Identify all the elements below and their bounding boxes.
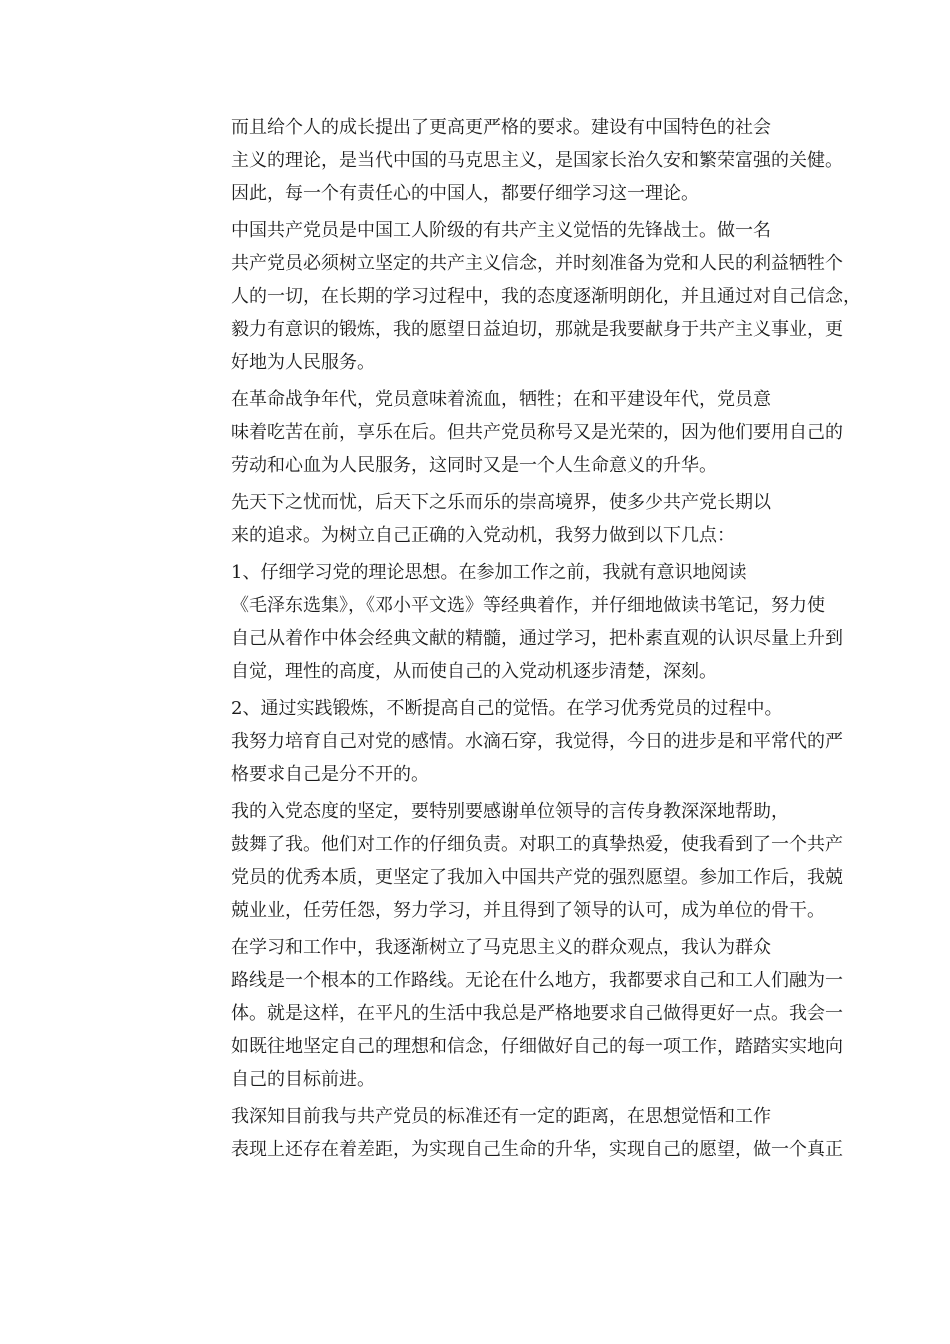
text-line: 因此，每一个有责任心的中国人，都要仔细学习这一理论。 (231, 183, 699, 204)
text-line: 在学习和工作中，我逐渐树立了马克思主义的群众观点，我认为群众 (231, 937, 771, 958)
text-line: 在革命战争年代，党员意味着流血，牺牲；在和平建设年代，党员意 (231, 389, 771, 410)
text-line: 体。就是这样，在平凡的生活中我总是严格地要求自己做得更好一点。我会一 (231, 1003, 843, 1024)
paragraph-6 (145, 692, 843, 791)
text-line: 自觉，理性的高度，从而使自己的入党动机逐步清楚，深刻。 (231, 661, 717, 682)
text-line: 路线是一个根本的工作路线。无论在什么地方，我都要求自己和工人们融为一 (231, 970, 843, 991)
paragraph-5 (145, 556, 843, 688)
text-line: 如既往地坚定自己的理想和信念，仔细做好自己的每一项工作，踏踏实实地向 (231, 1036, 843, 1057)
text-line: 党员的优秀本质，更坚定了我加入中国共产党的强烈愿望。参加工作后，我兢 (231, 867, 843, 888)
text-line: 而且给个人的成长提出了更高更严格的要求。建设有中国特色的社会 (231, 117, 771, 138)
text-line: 我的入党态度的坚定，要特别要感谢单位领导的言传身教深深地帮助， (231, 801, 789, 822)
text-line: 自己的目标前进。 (231, 1069, 375, 1090)
text-line: 劳动和心血为人民服务，这同时又是一个人生命意义的升华。 (231, 455, 717, 476)
paragraph-8 (145, 931, 843, 1096)
text-line: 格要求自己是分不开的。 (231, 764, 429, 785)
paragraph-2 (145, 214, 861, 379)
text-line: 1、仔细学习党的理论思想。在参加工作之前，我就有意识地阅读 (231, 562, 747, 583)
text-line: 自己从着作中体会经典文献的精髓，通过学习，把朴素直观的认识尽量上升到 (231, 628, 843, 649)
text-line: 我深知目前我与共产党员的标准还有一定的距离，在思想觉悟和工作 (231, 1106, 771, 1127)
paragraph-4 (145, 486, 813, 552)
text-line: 毅力有意识的锻炼，我的愿望日益迫切，那就是我要献身于共产主义事业，更 (231, 319, 843, 340)
text-line: 共产党员必须树立坚定的共产主义信念，并时刻准备为党和人民的利益牺牲个 (231, 253, 843, 274)
text-line: 《毛泽东选集》，《邓小平文选》等经典着作，并仔细地做读书笔记，努力使 (231, 595, 825, 616)
text-line: 来的追求。为树立自己正确的入党动机，我努力做到以下几点： (231, 525, 735, 546)
text-line: 兢业业，任劳任怨，努力学习，并且得到了领导的认可，成为单位的骨干。 (231, 900, 825, 921)
text-line: 表现上还存在着差距，为实现自己生命的升华，实现自己的愿望，做一个真正 (231, 1139, 843, 1160)
text-line: 主义的理论，是当代中国的马克思主义，是国家长治久安和繁荣富强的关健。 (231, 150, 843, 171)
text-line: 中国共产党员是中国工人阶级的有共产主义觉悟的先锋战士。做一名 (231, 220, 771, 241)
text-line: 我努力培育自己对党的感情。水滴石穿，我觉得，今日的进步是和平常代的严 (231, 731, 843, 752)
text-line: 好地为人民服务。 (231, 352, 375, 373)
text-line: 味着吃苦在前，享乐在后。但共产党员称号又是光荣的，因为他们要用自己的 (231, 422, 843, 443)
paragraph-3 (145, 383, 843, 482)
text-line: 2、通过实践锻炼，不断提高自己的觉悟。在学习优秀党员的过程中。 (231, 698, 783, 719)
text-line: 先天下之忧而忧，后天下之乐而乐的崇高境界，使多少共产党长期以 (231, 492, 771, 513)
text-line: 鼓舞了我。他们对工作的仔细负责。对职工的真挚热爱，使我看到了一个共产 (231, 834, 843, 855)
paragraph-9 (145, 1100, 843, 1166)
document-body (145, 111, 861, 1170)
text-line: 人的一切，在长期的学习过程中，我的态度逐渐明朗化，并且通过对自己信念， (231, 286, 861, 307)
paragraph-1 (145, 111, 843, 210)
paragraph-7 (145, 795, 843, 927)
